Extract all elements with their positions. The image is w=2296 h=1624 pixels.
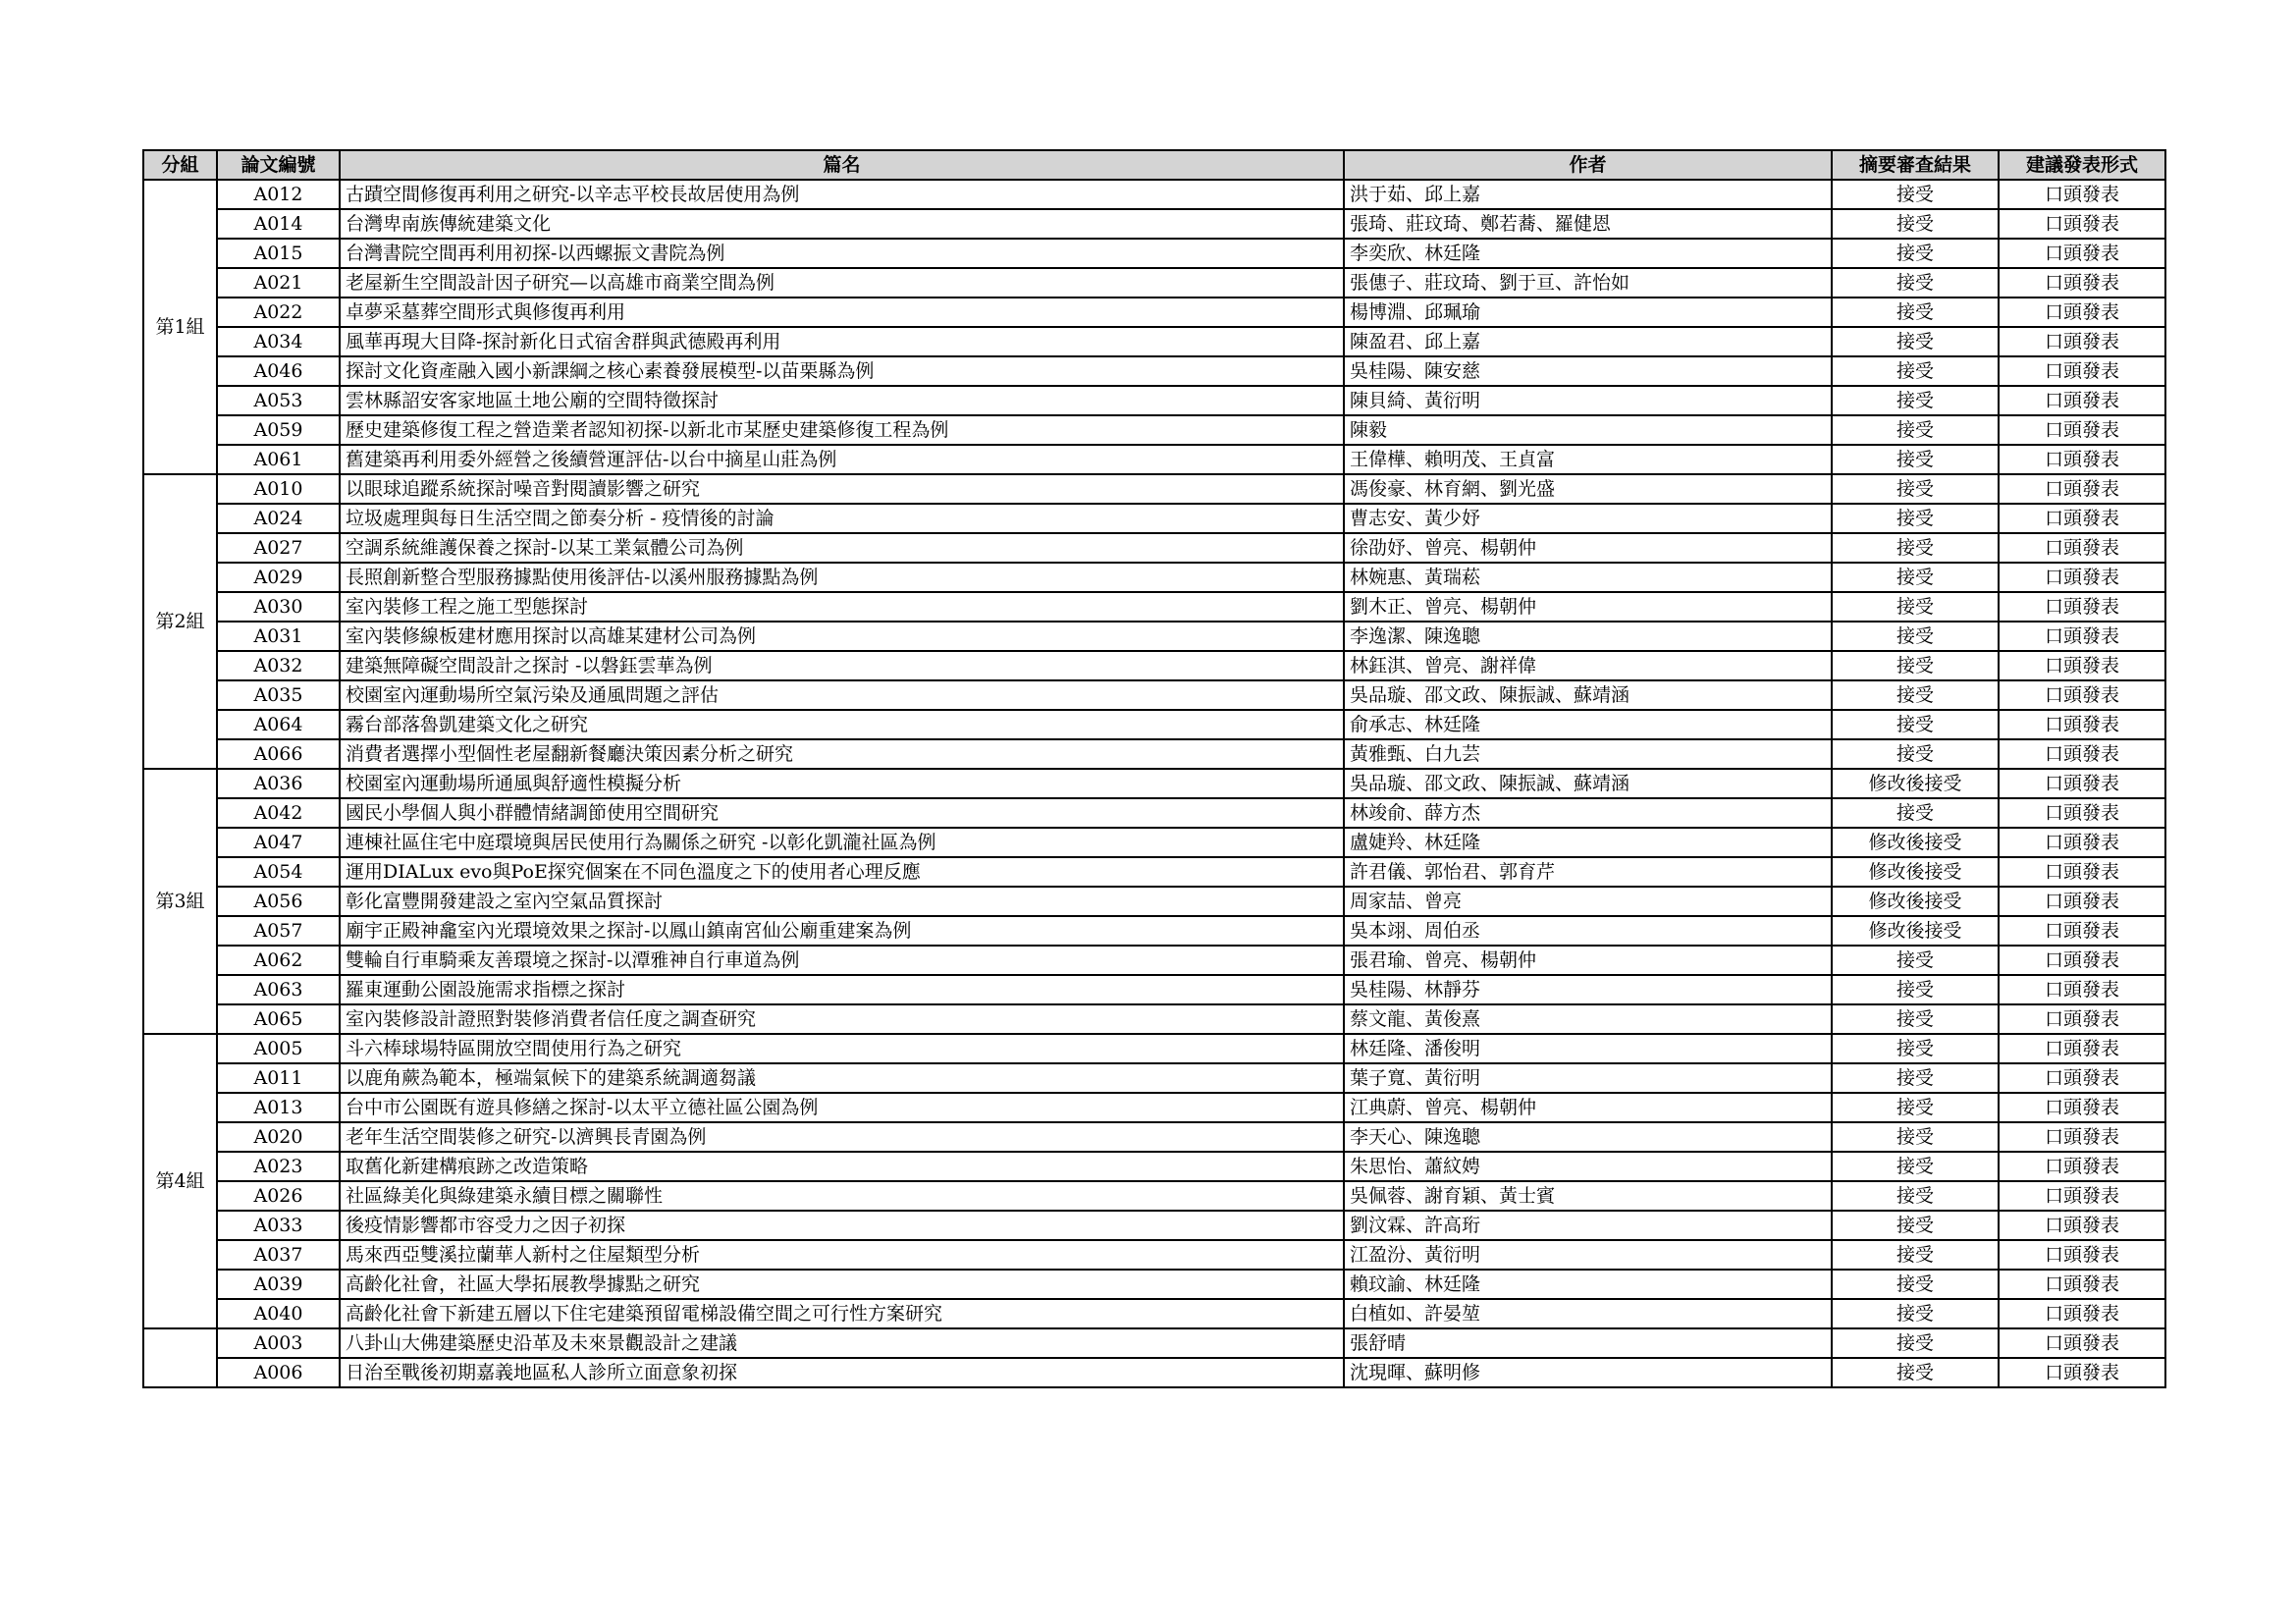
- table-row: [143, 592, 2165, 622]
- presentation-format-cell: 口頭發表: [1999, 592, 2165, 622]
- table-row: [143, 563, 2165, 592]
- paper-id-cell: A012: [217, 180, 340, 209]
- authors-cell: 張舒晴: [1344, 1328, 1832, 1358]
- authors-cell: 江盈汾、黃衍明: [1344, 1240, 1832, 1270]
- review-result-cell: 接受: [1832, 533, 1999, 563]
- paper-title-cell: 取舊化新建構痕跡之改造策略: [340, 1152, 1344, 1181]
- authors-cell: 陳貝綺、黃衍明: [1344, 386, 1832, 415]
- paper-id-cell: A046: [217, 356, 340, 386]
- group-label: 第1組: [143, 180, 217, 474]
- group-label: 第4組: [143, 1034, 217, 1328]
- table-row: [143, 975, 2165, 1004]
- paper-id-cell: A022: [217, 298, 340, 327]
- authors-cell: 吳品璇、邵文政、陳振誠、蘇靖涵: [1344, 769, 1832, 798]
- presentation-format-cell: 口頭發表: [1999, 1004, 2165, 1034]
- paper-title-cell: 運用DIALux evo與PoE探究個案在不同色溫度之下的使用者心理反應: [340, 857, 1344, 887]
- review-result-cell: 接受: [1832, 445, 1999, 474]
- paper-title-cell: 以眼球追蹤系統探討噪音對閱讀影響之研究: [340, 474, 1344, 504]
- presentation-format-cell: 口頭發表: [1999, 268, 2165, 298]
- table-row: [143, 887, 2165, 916]
- paper-id-cell: A042: [217, 798, 340, 828]
- review-result-cell: 接受: [1832, 180, 1999, 209]
- table-row: [143, 445, 2165, 474]
- review-result-cell: 接受: [1832, 504, 1999, 533]
- paper-title-cell: 雲林縣詔安客家地區土地公廟的空間特徵探討: [340, 386, 1344, 415]
- paper-title-cell: 舊建築再利用委外經營之後續營運評估-以台中摘星山莊為例: [340, 445, 1344, 474]
- paper-title-cell: 室內裝修設計證照對裝修消費者信任度之調查研究: [340, 1004, 1344, 1034]
- presentation-format-cell: 口頭發表: [1999, 1299, 2165, 1328]
- paper-id-cell: A035: [217, 680, 340, 710]
- presentation-format-cell: 口頭發表: [1999, 946, 2165, 975]
- group-label: 第2組: [143, 474, 217, 769]
- paper-title-cell: 廟宇正殿神龕室內光環境效果之探討-以鳳山鎮南宮仙公廟重建案為例: [340, 916, 1344, 946]
- paper-title-cell: 歷史建築修復工程之營造業者認知初探-以新北市某歷史建築修復工程為例: [340, 415, 1344, 445]
- presentation-format-cell: 口頭發表: [1999, 1181, 2165, 1211]
- authors-cell: 陳盈君、邱上嘉: [1344, 327, 1832, 356]
- header-authors: 作者: [1344, 150, 1832, 180]
- presentation-format-cell: 口頭發表: [1999, 415, 2165, 445]
- table-row: [143, 857, 2165, 887]
- presentation-format-cell: 口頭發表: [1999, 1152, 2165, 1181]
- header-group: 分組: [143, 150, 217, 180]
- paper-title-cell: 彰化富豐開發建設之室內空氣品質探討: [340, 887, 1344, 916]
- authors-cell: 李奕欣、林廷隆: [1344, 239, 1832, 268]
- authors-cell: 徐劭妤、曾亮、楊朝仲: [1344, 533, 1832, 563]
- presentation-format-cell: 口頭發表: [1999, 356, 2165, 386]
- paper-title-cell: 建築無障礙空間設計之探討 -以磐鈺雲華為例: [340, 651, 1344, 680]
- paper-id-cell: A061: [217, 445, 340, 474]
- paper-id-cell: A065: [217, 1004, 340, 1034]
- presentation-format-cell: 口頭發表: [1999, 769, 2165, 798]
- paper-id-cell: A037: [217, 1240, 340, 1270]
- table-row: [143, 1122, 2165, 1152]
- presentation-format-cell: 口頭發表: [1999, 386, 2165, 415]
- paper-id-cell: A005: [217, 1034, 340, 1063]
- paper-id-cell: A053: [217, 386, 340, 415]
- authors-cell: 王偉樺、賴明茂、王貞富: [1344, 445, 1832, 474]
- review-result-cell: 接受: [1832, 710, 1999, 739]
- table-row: [143, 769, 2165, 798]
- presentation-format-cell: 口頭發表: [1999, 533, 2165, 563]
- authors-cell: 賴玟諭、林廷隆: [1344, 1270, 1832, 1299]
- review-result-cell: 接受: [1832, 356, 1999, 386]
- presentation-format-cell: 口頭發表: [1999, 1063, 2165, 1093]
- paper-title-cell: 室內裝修線板建材應用探討以高雄某建材公司為例: [340, 622, 1344, 651]
- authors-cell: 林竣俞、薛方杰: [1344, 798, 1832, 828]
- paper-title-cell: 台中市公園既有遊具修繕之探討-以太平立德社區公園為例: [340, 1093, 1344, 1122]
- authors-cell: 俞承志、林廷隆: [1344, 710, 1832, 739]
- review-result-cell: 接受: [1832, 1328, 1999, 1358]
- presentation-format-cell: 口頭發表: [1999, 1270, 2165, 1299]
- paper-id-cell: A040: [217, 1299, 340, 1328]
- table-row: [143, 504, 2165, 533]
- paper-id-cell: A064: [217, 710, 340, 739]
- table-row: [143, 1240, 2165, 1270]
- review-result-cell: 接受: [1832, 386, 1999, 415]
- review-result-cell: 接受: [1832, 592, 1999, 622]
- table-row: [143, 1211, 2165, 1240]
- review-result-cell: 修改後接受: [1832, 857, 1999, 887]
- presentation-format-cell: 口頭發表: [1999, 1358, 2165, 1387]
- group-label: [143, 1328, 217, 1387]
- review-result-cell: 修改後接受: [1832, 916, 1999, 946]
- review-result-cell: 接受: [1832, 680, 1999, 710]
- authors-cell: 黃雅甄、白九芸: [1344, 739, 1832, 769]
- table-row: [143, 916, 2165, 946]
- presentation-format-cell: 口頭發表: [1999, 504, 2165, 533]
- presentation-format-cell: 口頭發表: [1999, 975, 2165, 1004]
- review-result-cell: 接受: [1832, 1299, 1999, 1328]
- table-row: [143, 739, 2165, 769]
- authors-cell: 白植如、許晏堃: [1344, 1299, 1832, 1328]
- paper-title-cell: 老屋新生空間設計因子研究—以高雄市商業空間為例: [340, 268, 1344, 298]
- presentation-format-cell: 口頭發表: [1999, 1240, 2165, 1270]
- paper-id-cell: A054: [217, 857, 340, 887]
- table-row: [143, 1270, 2165, 1299]
- table-row: [143, 828, 2165, 857]
- authors-cell: 劉木正、曾亮、楊朝仲: [1344, 592, 1832, 622]
- table-row: [143, 356, 2165, 386]
- authors-cell: 吳品璇、邵文政、陳振誠、蘇靖涵: [1344, 680, 1832, 710]
- authors-cell: 張琦、莊玟琦、鄭若蕎、羅健恩: [1344, 209, 1832, 239]
- paper-id-cell: A059: [217, 415, 340, 445]
- review-result-cell: 接受: [1832, 1034, 1999, 1063]
- table-row: [143, 327, 2165, 356]
- group-label: 第3組: [143, 769, 217, 1034]
- review-result-cell: 接受: [1832, 563, 1999, 592]
- header-title: 篇名: [340, 150, 1344, 180]
- presentation-format-cell: 口頭發表: [1999, 298, 2165, 327]
- paper-id-cell: A021: [217, 268, 340, 298]
- authors-cell: 楊博淵、邱珮瑜: [1344, 298, 1832, 327]
- review-result-cell: 接受: [1832, 1122, 1999, 1152]
- paper-title-cell: 台灣卑南族傳統建築文化: [340, 209, 1344, 239]
- presentation-format-cell: 口頭發表: [1999, 474, 2165, 504]
- paper-title-cell: 校園室內運動場所空氣污染及通風問題之評估: [340, 680, 1344, 710]
- authors-cell: 洪于茹、邱上嘉: [1344, 180, 1832, 209]
- paper-id-cell: A039: [217, 1270, 340, 1299]
- paper-id-cell: A056: [217, 887, 340, 916]
- paper-id-cell: A066: [217, 739, 340, 769]
- paper-id-cell: A047: [217, 828, 340, 857]
- authors-cell: 張僡子、莊玟琦、劉于亘、許怡如: [1344, 268, 1832, 298]
- presentation-format-cell: 口頭發表: [1999, 1211, 2165, 1240]
- authors-cell: 朱思怡、蕭紋娉: [1344, 1152, 1832, 1181]
- presentation-format-cell: 口頭發表: [1999, 916, 2165, 946]
- presentation-format-cell: 口頭發表: [1999, 828, 2165, 857]
- paper-id-cell: A006: [217, 1358, 340, 1387]
- table-row: [143, 710, 2165, 739]
- presentation-format-cell: 口頭發表: [1999, 1328, 2165, 1358]
- table-row: [143, 1034, 2165, 1063]
- table-row: [143, 1299, 2165, 1328]
- review-results-sheet: [142, 149, 2166, 1388]
- authors-cell: 李逸潔、陳逸聰: [1344, 622, 1832, 651]
- table-row: [143, 1328, 2165, 1358]
- table-row: [143, 474, 2165, 504]
- table-row: [143, 1063, 2165, 1093]
- header-paper-id: 論文編號: [217, 150, 340, 180]
- paper-id-cell: A024: [217, 504, 340, 533]
- authors-cell: 馮俊豪、林育網、劉光盛: [1344, 474, 1832, 504]
- authors-cell: 曹志安、黃少妤: [1344, 504, 1832, 533]
- paper-id-cell: A013: [217, 1093, 340, 1122]
- paper-title-cell: 高齡化社會，社區大學拓展教學據點之研究: [340, 1270, 1344, 1299]
- authors-cell: 許君儀、郭怡君、郭育芹: [1344, 857, 1832, 887]
- authors-cell: 林鈺淇、曾亮、謝祥偉: [1344, 651, 1832, 680]
- review-result-cell: 接受: [1832, 1270, 1999, 1299]
- paper-title-cell: 後疫情影響都市容受力之因子初探: [340, 1211, 1344, 1240]
- presentation-format-cell: 口頭發表: [1999, 1034, 2165, 1063]
- presentation-format-cell: 口頭發表: [1999, 798, 2165, 828]
- paper-title-cell: 國民小學個人與小群體情緒調節使用空間研究: [340, 798, 1344, 828]
- presentation-format-cell: 口頭發表: [1999, 680, 2165, 710]
- review-result-cell: 接受: [1832, 209, 1999, 239]
- table-row: [143, 180, 2165, 209]
- paper-id-cell: A015: [217, 239, 340, 268]
- authors-cell: 沈現暉、蘇明修: [1344, 1358, 1832, 1387]
- paper-title-cell: 探討文化資產融入國小新課綱之核心素養發展模型-以苗栗縣為例: [340, 356, 1344, 386]
- presentation-format-cell: 口頭發表: [1999, 1122, 2165, 1152]
- review-result-cell: 接受: [1832, 798, 1999, 828]
- review-result-cell: 接受: [1832, 739, 1999, 769]
- authors-cell: 吳本翊、周伯丞: [1344, 916, 1832, 946]
- header-review-result: 摘要審查結果: [1832, 150, 1999, 180]
- presentation-format-cell: 口頭發表: [1999, 180, 2165, 209]
- paper-id-cell: A029: [217, 563, 340, 592]
- paper-title-cell: 老年生活空間裝修之研究-以濟興長青園為例: [340, 1122, 1344, 1152]
- paper-id-cell: A026: [217, 1181, 340, 1211]
- review-result-cell: 接受: [1832, 1004, 1999, 1034]
- paper-id-cell: A031: [217, 622, 340, 651]
- review-result-cell: 接受: [1832, 1063, 1999, 1093]
- table-row: [143, 386, 2165, 415]
- authors-cell: 吳桂陽、林靜芬: [1344, 975, 1832, 1004]
- header-presentation-format: 建議發表形式: [1999, 150, 2165, 180]
- paper-review-table: [142, 149, 2166, 1388]
- review-result-cell: 接受: [1832, 1358, 1999, 1387]
- authors-cell: 陳毅: [1344, 415, 1832, 445]
- paper-id-cell: A062: [217, 946, 340, 975]
- authors-cell: 周家喆、曾亮: [1344, 887, 1832, 916]
- paper-id-cell: A032: [217, 651, 340, 680]
- paper-title-cell: 社區綠美化與綠建築永續目標之關聯性: [340, 1181, 1344, 1211]
- paper-id-cell: A011: [217, 1063, 340, 1093]
- review-result-cell: 接受: [1832, 1152, 1999, 1181]
- paper-id-cell: A063: [217, 975, 340, 1004]
- table-row: [143, 680, 2165, 710]
- table-row: [143, 1004, 2165, 1034]
- presentation-format-cell: 口頭發表: [1999, 857, 2165, 887]
- table-row: [143, 622, 2165, 651]
- table-row: [143, 533, 2165, 563]
- paper-title-cell: 雙輪自行車騎乘友善環境之探討-以潭雅神自行車道為例: [340, 946, 1344, 975]
- authors-cell: 李天心、陳逸聰: [1344, 1122, 1832, 1152]
- paper-id-cell: A057: [217, 916, 340, 946]
- paper-title-cell: 以鹿角蕨為範本，極端氣候下的建築系統調適芻議: [340, 1063, 1344, 1093]
- paper-title-cell: 長照創新整合型服務據點使用後評估-以溪州服務據點為例: [340, 563, 1344, 592]
- presentation-format-cell: 口頭發表: [1999, 710, 2165, 739]
- authors-cell: 林婉惠、黃瑞菘: [1344, 563, 1832, 592]
- paper-title-cell: 高齡化社會下新建五層以下住宅建築預留電梯設備空間之可行性方案研究: [340, 1299, 1344, 1328]
- paper-id-cell: A027: [217, 533, 340, 563]
- paper-id-cell: A023: [217, 1152, 340, 1181]
- table-row: [143, 298, 2165, 327]
- review-result-cell: 接受: [1832, 1211, 1999, 1240]
- paper-title-cell: 室內裝修工程之施工型態探討: [340, 592, 1344, 622]
- review-result-cell: 接受: [1832, 327, 1999, 356]
- presentation-format-cell: 口頭發表: [1999, 739, 2165, 769]
- paper-id-cell: A030: [217, 592, 340, 622]
- table-row: [143, 268, 2165, 298]
- presentation-format-cell: 口頭發表: [1999, 209, 2165, 239]
- review-result-cell: 接受: [1832, 268, 1999, 298]
- authors-cell: 張君瑜、曾亮、楊朝仲: [1344, 946, 1832, 975]
- review-result-cell: 接受: [1832, 1181, 1999, 1211]
- table-row: [143, 651, 2165, 680]
- paper-id-cell: A010: [217, 474, 340, 504]
- table-row: [143, 209, 2165, 239]
- presentation-format-cell: 口頭發表: [1999, 622, 2165, 651]
- paper-title-cell: 校園室內運動場所通風與舒適性模擬分析: [340, 769, 1344, 798]
- paper-title-cell: 卓夢采墓葬空間形式與修復再利用: [340, 298, 1344, 327]
- paper-id-cell: A020: [217, 1122, 340, 1152]
- table-row: [143, 798, 2165, 828]
- paper-title-cell: 日治至戰後初期嘉義地區私人診所立面意象初探: [340, 1358, 1344, 1387]
- table-row: [143, 239, 2165, 268]
- review-result-cell: 接受: [1832, 622, 1999, 651]
- presentation-format-cell: 口頭發表: [1999, 445, 2165, 474]
- table-row: [143, 946, 2165, 975]
- header-row: [143, 150, 2165, 180]
- paper-title-cell: 古蹟空間修復再利用之研究-以辛志平校長故居使用為例: [340, 180, 1344, 209]
- paper-title-cell: 台灣書院空間再利用初探-以西螺振文書院為例: [340, 239, 1344, 268]
- authors-cell: 吳佩蓉、謝育穎、黃士賓: [1344, 1181, 1832, 1211]
- review-result-cell: 接受: [1832, 651, 1999, 680]
- paper-title-cell: 垃圾處理與每日生活空間之節奏分析 - 疫情後的討論: [340, 504, 1344, 533]
- presentation-format-cell: 口頭發表: [1999, 563, 2165, 592]
- authors-cell: 蔡文龍、黃俊熹: [1344, 1004, 1832, 1034]
- table-row: [143, 1358, 2165, 1387]
- presentation-format-cell: 口頭發表: [1999, 239, 2165, 268]
- paper-id-cell: A033: [217, 1211, 340, 1240]
- review-result-cell: 修改後接受: [1832, 887, 1999, 916]
- review-result-cell: 接受: [1832, 474, 1999, 504]
- authors-cell: 江典蔚、曾亮、楊朝仲: [1344, 1093, 1832, 1122]
- paper-id-cell: A014: [217, 209, 340, 239]
- review-result-cell: 接受: [1832, 298, 1999, 327]
- paper-id-cell: A003: [217, 1328, 340, 1358]
- presentation-format-cell: 口頭發表: [1999, 887, 2165, 916]
- review-result-cell: 接受: [1832, 239, 1999, 268]
- review-result-cell: 修改後接受: [1832, 828, 1999, 857]
- paper-title-cell: 消費者選擇小型個性老屋翻新餐廳決策因素分析之研究: [340, 739, 1344, 769]
- paper-title-cell: 連棟社區住宅中庭環境與居民使用行為關係之研究 -以彰化凱瀧社區為例: [340, 828, 1344, 857]
- review-result-cell: 接受: [1832, 1093, 1999, 1122]
- paper-title-cell: 空調系統維護保養之探討-以某工業氣體公司為例: [340, 533, 1344, 563]
- table-row: [143, 415, 2165, 445]
- review-result-cell: 接受: [1832, 946, 1999, 975]
- paper-title-cell: 羅東運動公園設施需求指標之探討: [340, 975, 1344, 1004]
- authors-cell: 吳桂陽、陳安慈: [1344, 356, 1832, 386]
- presentation-format-cell: 口頭發表: [1999, 1093, 2165, 1122]
- paper-title-cell: 馬來西亞雙溪拉蘭華人新村之住屋類型分析: [340, 1240, 1344, 1270]
- table-row: [143, 1181, 2165, 1211]
- table-body: [143, 180, 2165, 1387]
- authors-cell: 林廷隆、潘俊明: [1344, 1034, 1832, 1063]
- table-row: [143, 1093, 2165, 1122]
- paper-id-cell: A036: [217, 769, 340, 798]
- authors-cell: 盧婕羚、林廷隆: [1344, 828, 1832, 857]
- paper-title-cell: 八卦山大佛建築歷史沿革及未來景觀設計之建議: [340, 1328, 1344, 1358]
- authors-cell: 葉子寬、黃衍明: [1344, 1063, 1832, 1093]
- review-result-cell: 修改後接受: [1832, 769, 1999, 798]
- presentation-format-cell: 口頭發表: [1999, 651, 2165, 680]
- authors-cell: 劉汶霖、許高珩: [1344, 1211, 1832, 1240]
- paper-id-cell: A034: [217, 327, 340, 356]
- review-result-cell: 接受: [1832, 975, 1999, 1004]
- table-row: [143, 1152, 2165, 1181]
- review-result-cell: 接受: [1832, 1240, 1999, 1270]
- paper-title-cell: 風華再現大目降-探討新化日式宿舍群與武德殿再利用: [340, 327, 1344, 356]
- review-result-cell: 接受: [1832, 415, 1999, 445]
- paper-title-cell: 斗六棒球場特區開放空間使用行為之研究: [340, 1034, 1344, 1063]
- paper-title-cell: 霧台部落魯凱建築文化之研究: [340, 710, 1344, 739]
- presentation-format-cell: 口頭發表: [1999, 327, 2165, 356]
